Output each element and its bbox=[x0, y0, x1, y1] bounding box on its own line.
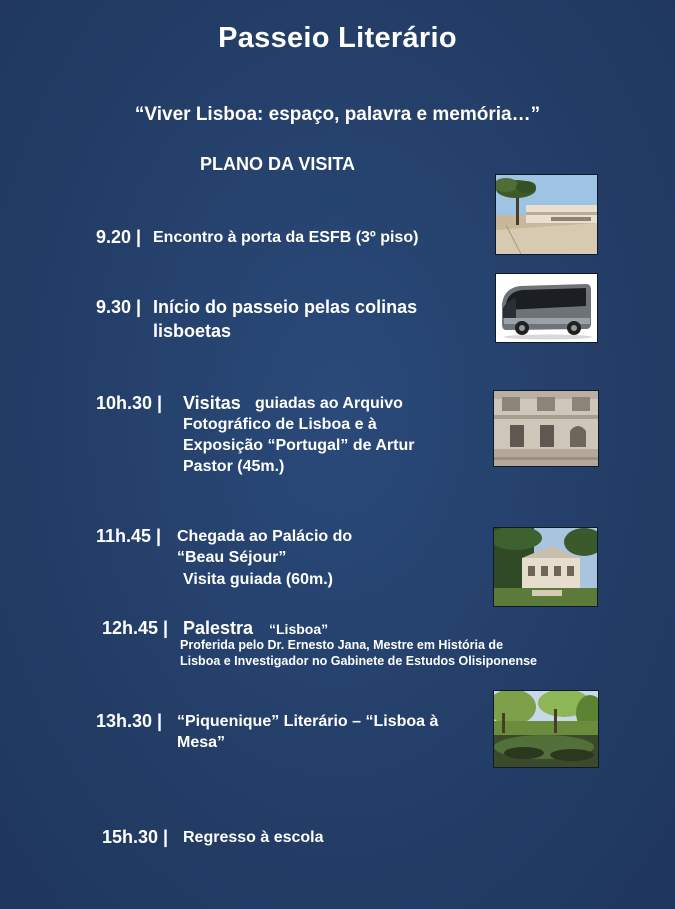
schedule-line-0930-2: lisboetas bbox=[153, 321, 232, 341]
schedule-line-1030-4: Pastor (45m.) bbox=[183, 458, 285, 475]
schedule-text-0920: Encontro à porta da ESFB (3º piso) bbox=[153, 229, 419, 246]
schedule-line-1245-2: Lisboa e Investigador no Gabinete de Estudos Olisiponense bbox=[180, 654, 538, 668]
schedule-line-1145-1: Chegada ao Palácio do bbox=[177, 528, 353, 545]
schedule-quote-1245: “Lisboa” bbox=[269, 621, 329, 637]
schedule-time-1030: 10h.30 | bbox=[96, 393, 163, 413]
palace-photo bbox=[493, 527, 598, 607]
garden-pond-photo bbox=[493, 690, 599, 768]
schedule-lead-1030: Visitas bbox=[183, 393, 241, 413]
archive-facade-photo bbox=[493, 390, 599, 467]
schedule-time-0920: 9.20 | bbox=[96, 227, 142, 247]
schedule-text-1530: Regresso à escola bbox=[183, 829, 324, 846]
schedule-time-1245: 12h.45 | bbox=[102, 618, 169, 638]
schedule-line-1145-3: Visita guiada (60m.) bbox=[183, 571, 333, 588]
schedule-line-1245-1: Proferida pelo Dr. Ernesto Jana, Mestre em História de bbox=[180, 638, 504, 652]
schedule-time-0930: 9.30 | bbox=[96, 297, 142, 317]
schedule-time-1145: 11h.45 | bbox=[96, 526, 162, 546]
schedule-line-0930-1: Início do passeio pelas colinas bbox=[153, 297, 418, 317]
schedule-line-1030-3: Exposição “Portugal” de Artur bbox=[183, 437, 415, 454]
schedule-line-1030-2: Fotográfico de Lisboa e à bbox=[183, 416, 377, 433]
page-title: Passeio Literário bbox=[218, 22, 457, 54]
schedule-line-1330-2: Mesa” bbox=[177, 734, 226, 751]
plan-heading: PLANO DA VISITA bbox=[200, 154, 356, 174]
bus-photo bbox=[495, 273, 598, 343]
schedule-time-1330: 13h.30 | bbox=[96, 711, 163, 731]
schedule-line-1145-2: “Beau Séjour” bbox=[177, 549, 287, 566]
school-building-photo bbox=[495, 174, 598, 255]
schedule-line-1030-1: guiadas ao Arquivo bbox=[255, 395, 403, 412]
schedule-time-1530: 15h.30 | bbox=[102, 827, 169, 847]
schedule-line-1330-1: “Piquenique” Literário – “Lisboa à bbox=[177, 713, 439, 730]
page-subtitle: “Viver Lisboa: espaço, palavra e memória…” bbox=[134, 104, 541, 125]
schedule-lead-1245: Palestra bbox=[183, 618, 254, 638]
